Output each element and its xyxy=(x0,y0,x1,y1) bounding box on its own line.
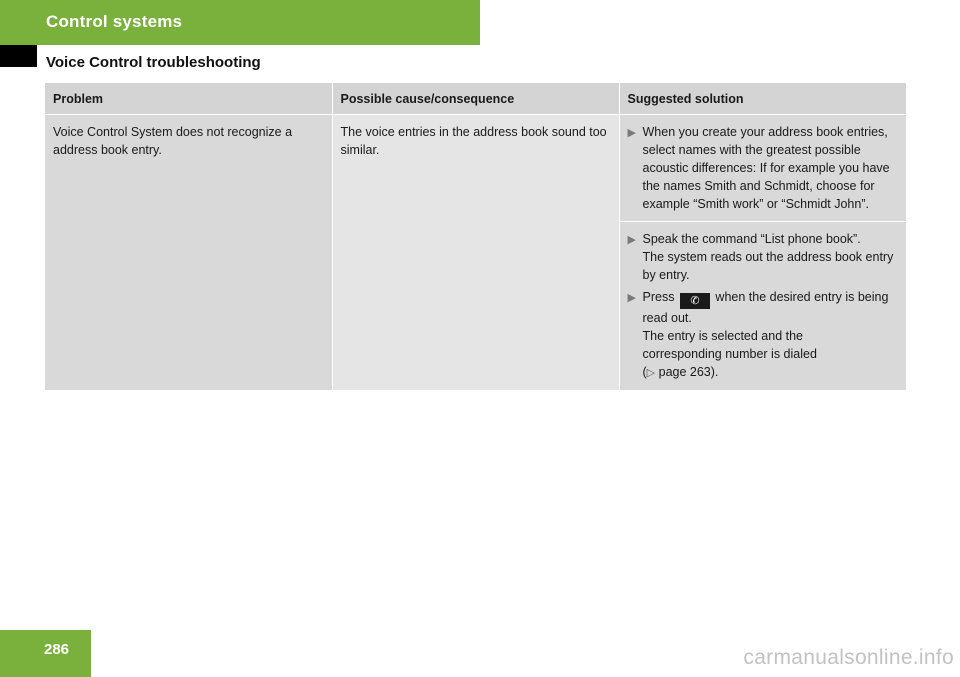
solution-step-result: corresponding number is dialed xyxy=(642,347,817,361)
section-title: Voice Control troubleshooting xyxy=(46,54,261,71)
solution-cell-2 xyxy=(619,222,906,391)
right-triangle-arrow-icon: ▶ xyxy=(627,292,636,304)
solution-step-suffix: when the desired entry is being read out. xyxy=(642,290,889,325)
solution-step-result: The system reads out the address book entry by entry. xyxy=(642,250,894,282)
solution-step-result: The entry is selected and the xyxy=(642,329,804,343)
problem-cell: Voice Control System does not recognize a address book entry. xyxy=(45,115,332,391)
watermark: carmanualsonline.info xyxy=(743,646,954,669)
cause-cell: The voice entries in the address book sound too similar. xyxy=(332,115,619,391)
solution-step-text: When you create your address book entries, select names with the greatest possible acoustic differences: If for example you have the names Smith and Schmidt, choose for example “Smith work” or “Schmidt John”. xyxy=(642,125,890,211)
section-marker-tab xyxy=(0,45,37,67)
right-triangle-arrow-icon: ▶ xyxy=(627,234,636,246)
solution-step xyxy=(628,230,900,284)
solution-step-prefix: Press xyxy=(642,290,675,304)
table-row xyxy=(45,115,906,222)
page-reference[interactable]: (▷ page 263). xyxy=(642,365,719,379)
column-header-solution: Suggested solution xyxy=(619,83,906,115)
solution-step xyxy=(628,123,900,213)
page-reference-arrow-icon: ▷ xyxy=(646,367,656,379)
chapter-title: Control systems xyxy=(46,12,183,31)
column-header-cause: Possible cause/consequence xyxy=(332,83,619,115)
solution-cell-1 xyxy=(619,115,906,222)
column-header-problem: Problem xyxy=(45,83,332,115)
solution-step-text: Speak the command “List phone book”. xyxy=(642,232,861,246)
table-header-row xyxy=(45,83,906,115)
troubleshooting-table xyxy=(45,83,906,391)
solution-step xyxy=(628,288,900,382)
page-number: 286 xyxy=(44,641,70,658)
phone-call-button-icon: ✆ xyxy=(680,293,710,309)
right-triangle-arrow-icon: ▶ xyxy=(627,127,636,139)
